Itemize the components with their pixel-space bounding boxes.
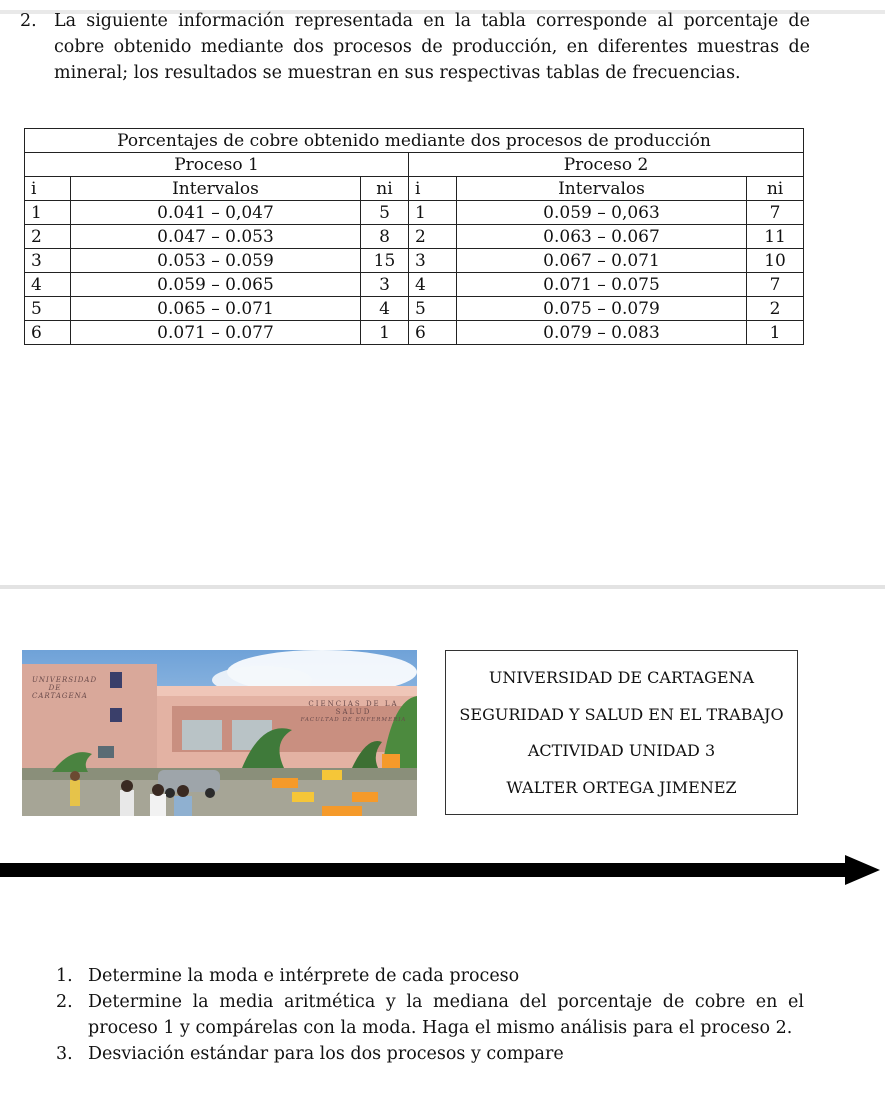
list-item	[56, 963, 804, 989]
cell-i: 1	[409, 201, 457, 225]
table-row	[25, 249, 804, 273]
course-info-box	[445, 650, 798, 815]
col-header-intervals: Intervalos	[457, 177, 747, 201]
cell-ni: 5	[361, 201, 409, 225]
cell-i: 2	[25, 225, 71, 249]
cell-i: 2	[409, 225, 457, 249]
list-item	[56, 1041, 804, 1067]
cell-interval: 0.059 – 0,063	[457, 201, 747, 225]
table-title: Porcentajes de cobre obtenido mediante dos procesos de producción	[25, 129, 804, 153]
cell-ni: 3	[361, 273, 409, 297]
facade-sub-text: FACULTAD DE ENFERMERIA	[300, 717, 407, 723]
cell-interval: 0.071 – 0.077	[71, 321, 361, 345]
cell-i: 3	[25, 249, 71, 273]
cell-ni: 10	[747, 249, 804, 273]
cell-interval: 0.067 – 0.071	[457, 249, 747, 273]
col-header-ni: ni	[747, 177, 804, 201]
question-number: 2.	[56, 992, 73, 1012]
university-name: UNIVERSIDAD DE CARTAGENA	[488, 668, 755, 688]
question-text: Desviación estándar para los dos procesos y compare	[88, 1044, 564, 1064]
page-divider	[0, 585, 885, 589]
program-name: SEGURIDAD Y SALUD EN EL TRABAJO	[459, 704, 784, 724]
cell-i: 1	[25, 201, 71, 225]
intro-number: 2.	[20, 11, 37, 31]
cell-interval: 0.047 – 0.053	[71, 225, 361, 249]
facade-text	[290, 700, 417, 724]
table-row	[25, 273, 804, 297]
author-name: WALTER ORTEGA JIMENEZ	[506, 777, 737, 797]
cell-i: 6	[409, 321, 457, 345]
cell-interval: 0.071 – 0.075	[457, 273, 747, 297]
col-header-ni: ni	[361, 177, 409, 201]
frequency-table	[24, 128, 804, 345]
campus-photo	[22, 650, 417, 816]
activity-name: ACTIVIDAD UNIDAD 3	[527, 741, 716, 761]
cell-interval: 0.075 – 0.079	[457, 297, 747, 321]
question-text: Determine la moda e intérprete de cada proceso	[88, 966, 520, 986]
cell-i: 3	[409, 249, 457, 273]
cell-i: 4	[409, 273, 457, 297]
cell-ni: 1	[747, 321, 804, 345]
cell-ni: 8	[361, 225, 409, 249]
cell-i: 6	[25, 321, 71, 345]
question-text: Determine la media aritmética y la mediana del porcentaje de cobre en el proceso 1 y compárelas con la moda. Haga el mismo análisis para el proceso 2.	[88, 992, 804, 1038]
cell-ni: 7	[747, 273, 804, 297]
cell-interval: 0.079 – 0.083	[457, 321, 747, 345]
cell-ni: 11	[747, 225, 804, 249]
col-header-i: i	[409, 177, 457, 201]
col-header-intervals: Intervalos	[71, 177, 361, 201]
cell-ni: 1	[361, 321, 409, 345]
cell-ni: 2	[747, 297, 804, 321]
cell-ni: 4	[361, 297, 409, 321]
intro-text: La siguiente información representada en la tabla corresponde al porcentaje de cobre obtenido mediante dos procesos de producción, en diferentes muestras de mineral; los resultados se muestran en sus respectivas tablas de frecuencias.	[54, 11, 810, 83]
cell-interval: 0.053 – 0.059	[71, 249, 361, 273]
table-row	[25, 225, 804, 249]
intro-paragraph	[20, 8, 810, 86]
col-header-i: i	[25, 177, 71, 201]
question-number: 1.	[56, 966, 73, 986]
table-row	[25, 321, 804, 345]
question-list	[56, 963, 804, 1067]
process2-header: Proceso 2	[409, 153, 804, 177]
cell-i: 5	[409, 297, 457, 321]
campus-sign-text: UNIVERSIDAD DE CARTAGENA	[32, 676, 98, 700]
cell-interval: 0.063 – 0.067	[457, 225, 747, 249]
cell-i: 5	[25, 297, 71, 321]
arrow-divider-icon	[0, 855, 885, 887]
facade-main-text: CIENCIAS DE LA SALUD	[308, 700, 399, 716]
cell-interval: 0.065 – 0.071	[71, 297, 361, 321]
cell-i: 4	[25, 273, 71, 297]
campus-photo-drawing	[22, 650, 417, 816]
question-number: 3.	[56, 1044, 73, 1064]
cell-ni: 7	[747, 201, 804, 225]
cell-interval: 0.059 – 0.065	[71, 273, 361, 297]
cell-interval: 0.041 – 0,047	[71, 201, 361, 225]
table-row	[25, 201, 804, 225]
list-item	[56, 989, 804, 1041]
process1-header: Proceso 1	[25, 153, 409, 177]
table-row	[25, 297, 804, 321]
cell-ni: 15	[361, 249, 409, 273]
